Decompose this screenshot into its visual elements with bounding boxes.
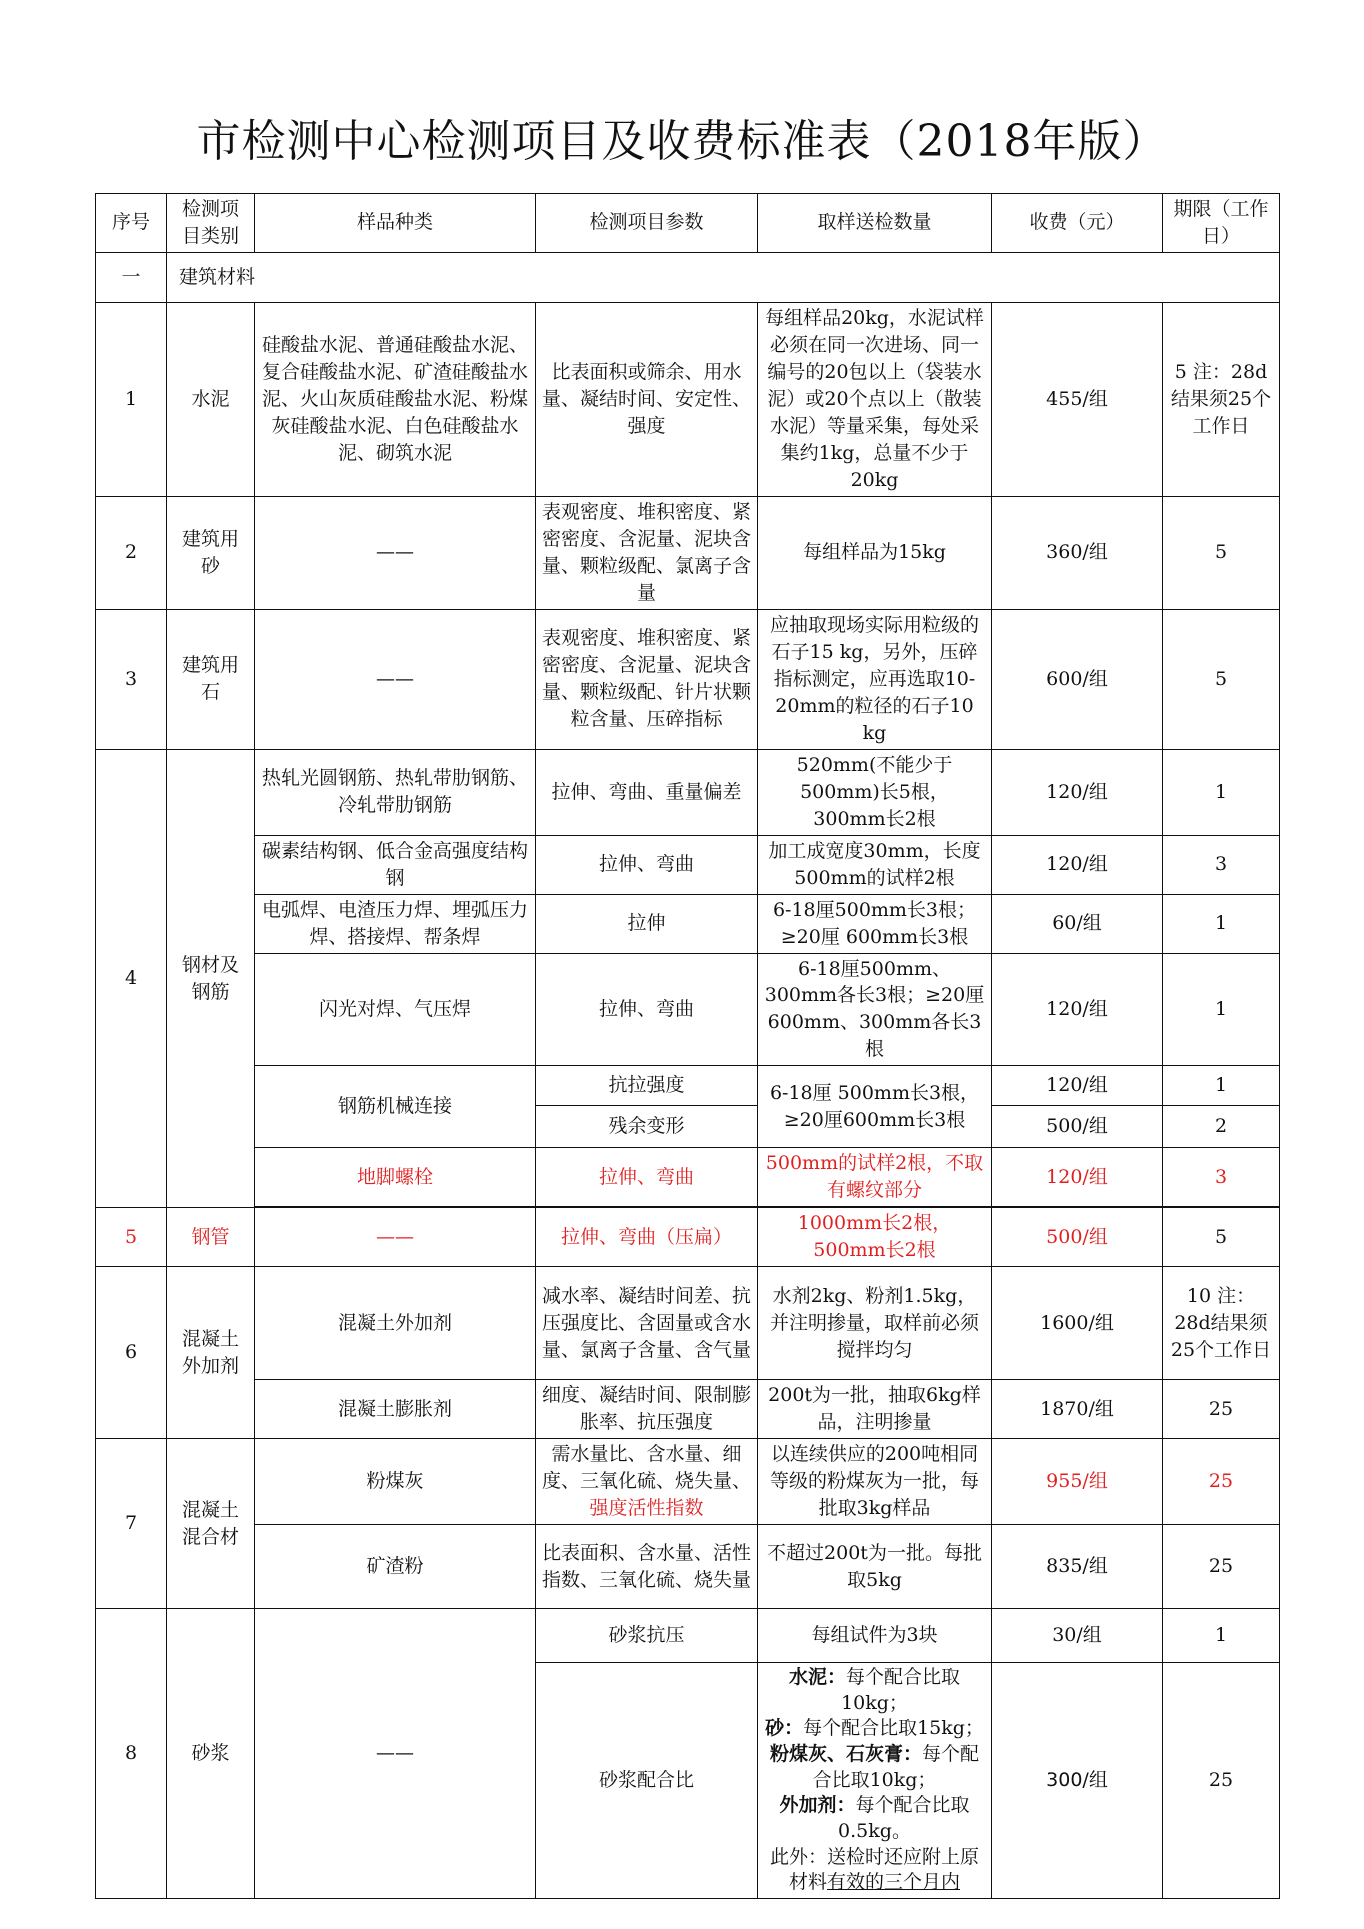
- row-params: 拉伸、弯曲（压扁）: [536, 1208, 758, 1267]
- row-category: 建筑用石: [167, 609, 255, 749]
- row-sample: 闪光对焊、气压焊: [255, 953, 536, 1066]
- row-fee: 120/组: [992, 1066, 1163, 1106]
- row-sample: 混凝土外加剂: [255, 1267, 536, 1380]
- row-sampling: 应抽取现场实际用粒级的石子15 kg，另外，压碎指标测定，应再选取10-20mm的粒径的石子10 kg: [758, 609, 992, 749]
- row-period: 5: [1163, 609, 1280, 749]
- row-params: [536, 1439, 758, 1525]
- row-sampling: 200t为一批，抽取6kg样品，注明掺量: [758, 1380, 992, 1439]
- page-title: 市检测中心检测项目及收费标准表（2018年版）: [196, 116, 1168, 167]
- row-category: 砂浆: [167, 1609, 255, 1899]
- table-row: [96, 1609, 1280, 1663]
- table-row: [96, 1525, 1280, 1609]
- row-params: 比表面积、含水量、活性指数、三氧化硫、烧失量: [536, 1525, 758, 1609]
- header-fee: 收费（元）: [992, 194, 1163, 253]
- row-sampling: 水剂2kg、粉剂1.5kg，并注明掺量，取样前必须搅拌均匀: [758, 1267, 992, 1380]
- row-no: 3: [96, 609, 167, 749]
- table-row: [96, 749, 1280, 835]
- row-fee: 955/组: [992, 1439, 1163, 1525]
- row-period: 1: [1163, 749, 1280, 835]
- row-sampling: 6-18厘500mm、300mm各长3根；≥20厘 600mm、300mm各长3根: [758, 953, 992, 1066]
- row-sample: ——: [255, 1609, 536, 1899]
- row-sample: ——: [255, 496, 536, 609]
- table-row: [96, 1267, 1280, 1380]
- row-sample: 硅酸盐水泥、普通硅酸盐水泥、复合硅酸盐水泥、矿渣硅酸盐水泥、火山灰质硅酸盐水泥、粉煤灰硅酸盐水泥、白色硅酸盐水泥、砌筑水泥: [255, 302, 536, 496]
- row-params: 拉伸、弯曲: [536, 1148, 758, 1207]
- table-row: [96, 953, 1280, 1066]
- row-params: 拉伸: [536, 894, 758, 953]
- sampling-line: 此外：送检时还应附上原材料有效的三个月内: [769, 1845, 979, 1894]
- row-fee: 500/组: [992, 1106, 1163, 1148]
- row-sample: 电弧焊、电渣压力焊、埋弧压力焊、搭接焊、帮条焊: [255, 894, 536, 953]
- header-sample: 样品种类: [255, 194, 536, 253]
- row-fee: 1870/组: [992, 1380, 1163, 1439]
- row-period: 5: [1163, 1208, 1280, 1267]
- row-params: 砂浆抗压: [536, 1609, 758, 1663]
- table-header-row: [96, 194, 1280, 253]
- table-row: [96, 1066, 1280, 1106]
- table-row: [96, 1439, 1280, 1525]
- table-row: [96, 1380, 1280, 1439]
- row-period: 25: [1163, 1439, 1280, 1525]
- row-params: 抗拉强度: [536, 1066, 758, 1106]
- header-params: 检测项目参数: [536, 194, 758, 253]
- row-period: 5 注：28d结果须25个工作日: [1163, 302, 1280, 496]
- fee-standard-table: [95, 193, 1280, 1899]
- row-sampling: 每组试件为3块: [758, 1609, 992, 1663]
- row-period: 25: [1163, 1525, 1280, 1609]
- header-period: 期限（工作日）: [1163, 194, 1280, 253]
- params-highlight: 强度活性指数: [589, 1497, 704, 1520]
- row-category: 建筑用砂: [167, 496, 255, 609]
- table-row: [96, 835, 1280, 894]
- row-fee: 455/组: [992, 302, 1163, 496]
- row-period: 2: [1163, 1106, 1280, 1148]
- row-no: 2: [96, 496, 167, 609]
- row-period: 1: [1163, 1066, 1280, 1106]
- row-no: 7: [96, 1439, 167, 1609]
- row-sampling: 1000mm长2根，500mm长2根: [758, 1208, 992, 1267]
- row-params: 表观密度、堆积密度、紧密密度、含泥量、泥块含量、颗粒级配、针片状颗粒含量、压碎指标: [536, 609, 758, 749]
- section-name: 建筑材料: [167, 252, 1280, 302]
- row-params: 比表面积或筛余、用水量、凝结时间、安定性、强度: [536, 302, 758, 496]
- sampling-line: 粉煤灰、石灰膏：每个配合比取10kg；: [769, 1743, 980, 1791]
- row-params: 表观密度、堆积密度、紧密密度、含泥量、泥块含量、颗粒级配、氯离子含量: [536, 496, 758, 609]
- row-period: 1: [1163, 1609, 1280, 1663]
- table-row: [96, 496, 1280, 609]
- row-period: 10 注：28d结果须25个工作日: [1163, 1267, 1280, 1380]
- row-no: 8: [96, 1609, 167, 1899]
- table-row: [96, 894, 1280, 953]
- row-fee: 120/组: [992, 953, 1163, 1066]
- row-params: 残余变形: [536, 1106, 758, 1148]
- row-sample: 钢筋机械连接: [255, 1066, 536, 1148]
- row-no: 5: [96, 1208, 167, 1267]
- row-fee: 360/组: [992, 496, 1163, 609]
- row-no: 6: [96, 1267, 167, 1439]
- row-fee: 120/组: [992, 749, 1163, 835]
- section-row: [96, 252, 1280, 302]
- row-sampling: 520mm(不能少于500mm)长5根，300mm长2根: [758, 749, 992, 835]
- row-sampling: 每组样品20kg，水泥试样必须在同一次进场、同一编号的20包以上（袋装水泥）或20个点以上（散装水泥）等量采集，每处采集约1kg，总量不少于20kg: [758, 302, 992, 496]
- row-sample: 热轧光圆钢筋、热轧带肋钢筋、冷轧带肋钢筋: [255, 749, 536, 835]
- row-period: 1: [1163, 894, 1280, 953]
- row-period: 3: [1163, 1148, 1280, 1207]
- row-period: 1: [1163, 953, 1280, 1066]
- header-category: 检测项目类别: [167, 194, 255, 253]
- row-params: 拉伸、弯曲: [536, 953, 758, 1066]
- row-sampling: [758, 1663, 992, 1899]
- table-row: [96, 1148, 1280, 1207]
- section-no: 一: [96, 252, 167, 302]
- row-sample: 粉煤灰: [255, 1439, 536, 1525]
- row-fee: 500/组: [992, 1208, 1163, 1267]
- row-sample: 碳素结构钢、低合金高强度结构钢: [255, 835, 536, 894]
- row-sample: 矿渣粉: [255, 1525, 536, 1609]
- row-fee: 120/组: [992, 835, 1163, 894]
- header-sampling: 取样送检数量: [758, 194, 992, 253]
- row-sampling: 加工成宽度30mm，长度500mm的试样2根: [758, 835, 992, 894]
- row-sampling: 6-18厘 500mm长3根，≥20厘600mm长3根: [758, 1066, 992, 1148]
- row-category: 钢管: [167, 1208, 255, 1267]
- row-sampling: 以连续供应的200吨相同等级的粉煤灰为一批，每批取3kg样品: [758, 1439, 992, 1525]
- table-row: [96, 609, 1280, 749]
- row-no: 4: [96, 749, 167, 1208]
- row-params: 减水率、凝结时间差、抗压强度比、含固量或含水量、氯离子含量、含气量: [536, 1267, 758, 1380]
- row-sampling: 500mm的试样2根，不取有螺纹部分: [758, 1148, 992, 1207]
- row-category: 钢材及钢筋: [167, 749, 255, 1208]
- row-fee: 60/组: [992, 894, 1163, 953]
- row-params: 砂浆配合比: [536, 1663, 758, 1899]
- row-no: 1: [96, 302, 167, 496]
- row-period: 3: [1163, 835, 1280, 894]
- row-sampling: 6-18厘500mm长3根；≥20厘 600mm长3根: [758, 894, 992, 953]
- row-params: 拉伸、弯曲、重量偏差: [536, 749, 758, 835]
- params-text: 需水量比、含水量、细度、三氧化硫、烧失量、: [542, 1443, 752, 1493]
- header-no: 序号: [96, 194, 167, 253]
- row-fee: 835/组: [992, 1525, 1163, 1609]
- row-category: 混凝土外加剂: [167, 1267, 255, 1439]
- sampling-line: 砂：每个配合比取15kg；: [765, 1717, 984, 1740]
- row-params: 拉伸、弯曲: [536, 835, 758, 894]
- row-period: 5: [1163, 496, 1280, 609]
- row-sample: 混凝土膨胀剂: [255, 1380, 536, 1439]
- row-fee: 1600/组: [992, 1267, 1163, 1380]
- sampling-line: 水泥：每个配合比取10kg；: [788, 1666, 961, 1714]
- table-row: [96, 1208, 1280, 1267]
- row-sample: ——: [255, 1208, 536, 1267]
- row-fee: 300/组: [992, 1663, 1163, 1899]
- row-category: 水泥: [167, 302, 255, 496]
- row-fee: 600/组: [992, 609, 1163, 749]
- row-period: 25: [1163, 1663, 1280, 1899]
- row-fee: 30/组: [992, 1609, 1163, 1663]
- row-category: 混凝土混合材: [167, 1439, 255, 1609]
- row-fee: 120/组: [992, 1148, 1163, 1207]
- table-row: [96, 302, 1280, 496]
- sampling-line: 外加剂：每个配合比取0.5kg。: [779, 1794, 970, 1842]
- row-sample: 地脚螺栓: [255, 1148, 536, 1207]
- row-sampling: 每组样品为15kg: [758, 496, 992, 609]
- row-sampling: 不超过200t为一批。每批取5kg: [758, 1525, 992, 1609]
- row-params: 细度、凝结时间、限制膨胀率、抗压强度: [536, 1380, 758, 1439]
- row-sample: ——: [255, 609, 536, 749]
- row-period: 25: [1163, 1380, 1280, 1439]
